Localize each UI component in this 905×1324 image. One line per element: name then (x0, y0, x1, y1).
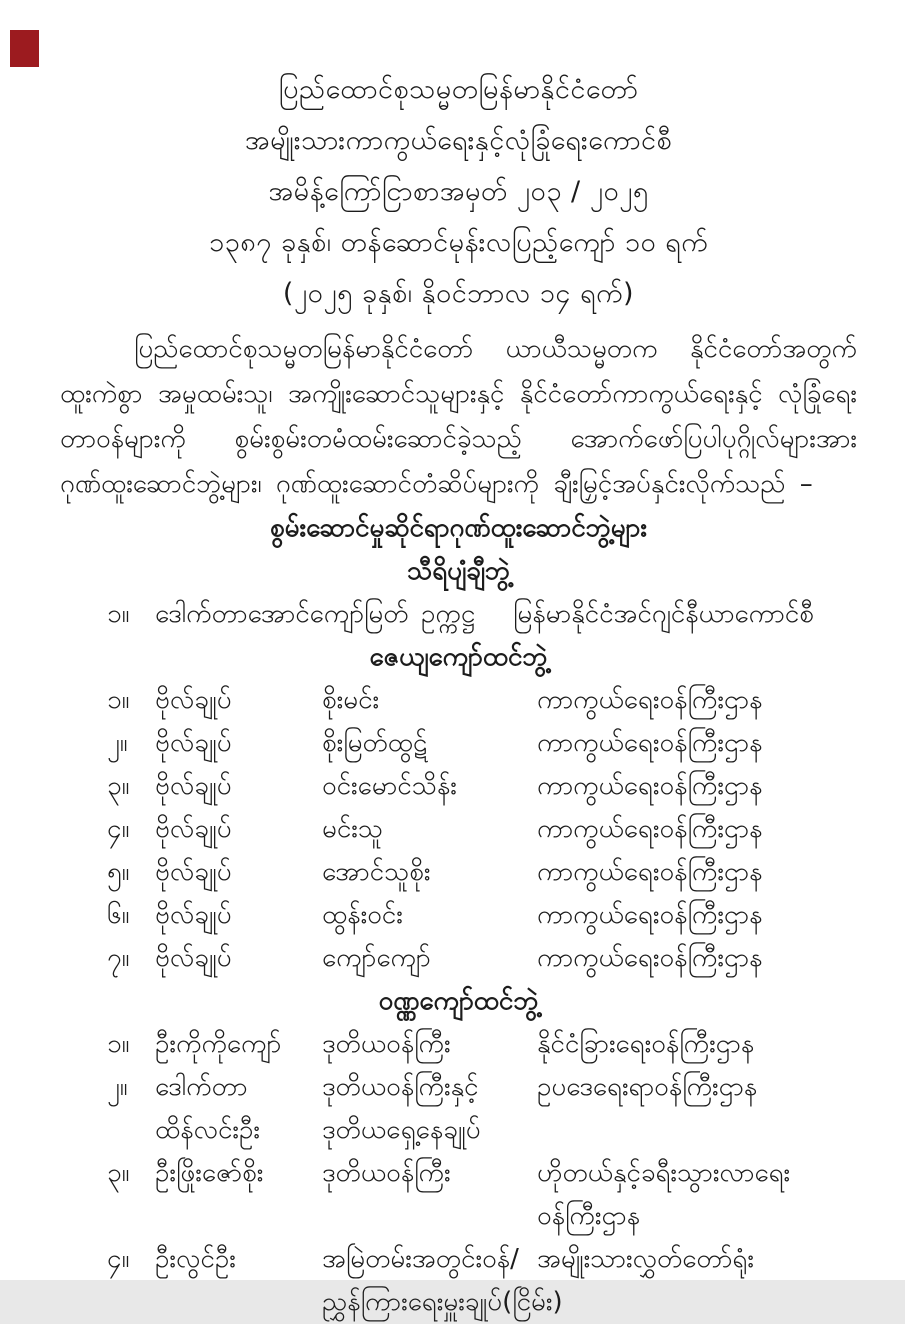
row-name: မင်းသူ (322, 814, 384, 844)
row-name: အောင်သူစိုး (322, 857, 431, 887)
table-row (60, 679, 857, 722)
row-name (155, 1066, 322, 1152)
table-row (60, 937, 857, 980)
row-organization: ကာကွယ်ရေးဝန်ကြီးဌာန (537, 685, 763, 715)
myanmar-date: ၁၃၈၇ ခုနှစ်၊ တန်ဆောင်မုန်းလပြည့်ကျော် ၁၀ ရက် (208, 227, 709, 258)
row-name: ဦးဖြိုးဇော်စိုး (155, 1158, 264, 1188)
row-position (322, 1066, 537, 1152)
table-row (60, 894, 857, 937)
row-organization: ကာကွယ်ရေးဝန်ကြီးဌာန (537, 771, 763, 801)
row-name: ဦးကိုကိုကျော် (155, 1029, 282, 1059)
row-rank: ဗိုလ်ချုပ် (155, 943, 232, 973)
row-name: ဝင်းမောင်သိန်း (322, 771, 457, 801)
order-number: အမိန့်ကြော်ငြာစာအမှတ် ၂၀၃ / ၂၀၂၅ (268, 176, 649, 207)
awards-main-title: စွမ်းဆောင်မှုဆိုင်ရာဂုဏ်ထူးဆောင်ဘွဲ့များ (270, 513, 647, 543)
row-number: ၇။ (107, 943, 130, 973)
row-organization: ကာကွယ်ရေးဝန်ကြီးဌာန (537, 943, 763, 973)
row-position (322, 1238, 563, 1324)
row-position: ဥက္ကဋ္ဌ (421, 599, 475, 629)
state-title: ပြည်ထောင်စုသမ္မတမြန်မာနိုင်ငံတော် (278, 74, 639, 105)
table-row (60, 765, 857, 808)
row-name: ဦးလွင်ဦး (155, 1244, 236, 1274)
row-number: ၁။ (107, 599, 130, 629)
row-number: ၅။ (107, 857, 130, 887)
table-row (60, 851, 857, 894)
row-number: ၁။ (107, 1029, 130, 1059)
row-organization: ကာကွယ်ရေးဝန်ကြီးဌာန (537, 814, 763, 844)
row-position-line1: အမြဲတမ်းအတွင်းဝန်/ (322, 1244, 519, 1274)
row-number: ၂။ (107, 728, 128, 758)
row-position: ဒုတိယဝန်ကြီး (322, 1158, 451, 1188)
table-row (60, 1238, 857, 1324)
red-corner-mark (10, 30, 39, 67)
row-organization: အမျိုးသားလွှတ်တော်ရုံး (537, 1244, 754, 1274)
row-name-line1: ဒေါက်တာ (155, 1072, 248, 1102)
row-name: ထွန်းဝင်း (322, 900, 403, 930)
row-name: ကျော်ကျော် (322, 943, 431, 973)
row-number: ၆။ (107, 900, 130, 930)
row-position: ဒုတိယဝန်ကြီး (322, 1029, 451, 1059)
row-organization: ကာကွယ်ရေးဝန်ကြီးဌာန (537, 900, 763, 930)
row-number: ၁။ (107, 685, 130, 715)
row-organization: ကာကွယ်ရေးဝန်ကြီးဌာန (537, 728, 763, 758)
row-organization: ဥပဒေရေးရာဝန်ကြီးဌာန (537, 1072, 758, 1102)
row-name: စိုးမင်း (322, 685, 380, 715)
table-row (60, 1023, 857, 1066)
table-row (60, 1152, 857, 1238)
section-title-zeya-kyaw-htin: ဇေယျကျော်ထင်ဘွဲ့ (369, 642, 548, 672)
row-rank: ဗိုလ်ချုပ် (155, 771, 232, 801)
table-row (60, 808, 857, 851)
row-number: ၄။ (107, 814, 130, 844)
section-title-thiri-pyanchi: သီရိပျံချီဘွဲ့ (407, 556, 510, 586)
section-title-wunna-kyaw-htin: ဝဏ္ဏကျော်ထင်ဘွဲ့ (378, 986, 539, 1016)
row-organization: မြန်မာနိုင်ငံအင်ဂျင်နီယာကောင်စီ (513, 599, 814, 629)
row-number: ၃။ (107, 1158, 130, 1188)
row-organization: ဟိုတယ်နှင့်ခရီးသွားလာရေးဝန်ကြီးဌာန (537, 1158, 791, 1231)
row-rank: ဗိုလ်ချုပ် (155, 728, 232, 758)
row-name-line2: ထိန်လင်းဦး (155, 1115, 261, 1145)
intro-paragraph: ပြည်ထောင်စုသမ္မတမြန်မာနိုင်ငံတော် ယာယီသမ္မတက နိုင်ငံတော်အတွက် ထူးကဲစွာ အမှုထမ်းသူ၊ အကျိုးဆောင်သူများနှင့် နိုင်ငံတော်ကာကွယ်ရေးနှင့် လုံခြုံရေးတာဝန်များကို စွမ်းစွမ်းတမံထမ်းဆောင်ခဲ့သည့် အောက်ဖော်ပြပါပုဂ္ဂိုလ်များအား ဂုဏ်ထူးဆောင်ဘွဲ့များ၊ ဂုဏ်ထူးဆောင်တံဆိပ်များကို ချီးမြှင့်အပ်နှင်းလိုက်သည် – (60, 334, 857, 499)
row-position-line1: ဒုတိယဝန်ကြီးနှင့် (322, 1072, 479, 1102)
row-rank: ဗိုလ်ချုပ် (155, 685, 232, 715)
table-row (60, 722, 857, 765)
table-row (60, 1066, 857, 1152)
row-rank: ဗိုလ်ချုပ် (155, 814, 232, 844)
row-position-line2: ညွှန်ကြားရေးမှူးချုပ်(ငြိမ်း) (322, 1287, 563, 1317)
row-organization: နိုင်ငံခြားရေးဝန်ကြီးဌာန (537, 1029, 755, 1059)
row-rank: ဗိုလ်ချုပ် (155, 900, 232, 930)
table-row (60, 593, 857, 636)
row-number: ၃။ (107, 771, 130, 801)
row-rank: ဗိုလ်ချုပ် (155, 857, 232, 887)
row-name: စိုးမြတ်ထွဋ် (322, 728, 428, 758)
row-number: ၂။ (107, 1072, 128, 1102)
row-number: ၄။ (107, 1244, 130, 1274)
council-title: အမျိုးသားကာကွယ်ရေးနှင့်လုံခြုံရေးကောင်စီ (244, 125, 673, 156)
row-organization: ကာကွယ်ရေးဝန်ကြီးဌာန (537, 857, 763, 887)
row-position-line2: ဒုတိယရှေ့နေချုပ် (322, 1115, 481, 1145)
row-name: ဒေါက်တာအောင်ကျော်မြတ် (155, 599, 409, 629)
gregorian-date: (၂၀၂၅ ခုနှစ်၊ နိုဝင်ဘာလ ၁၄ ရက်) (282, 278, 635, 309)
